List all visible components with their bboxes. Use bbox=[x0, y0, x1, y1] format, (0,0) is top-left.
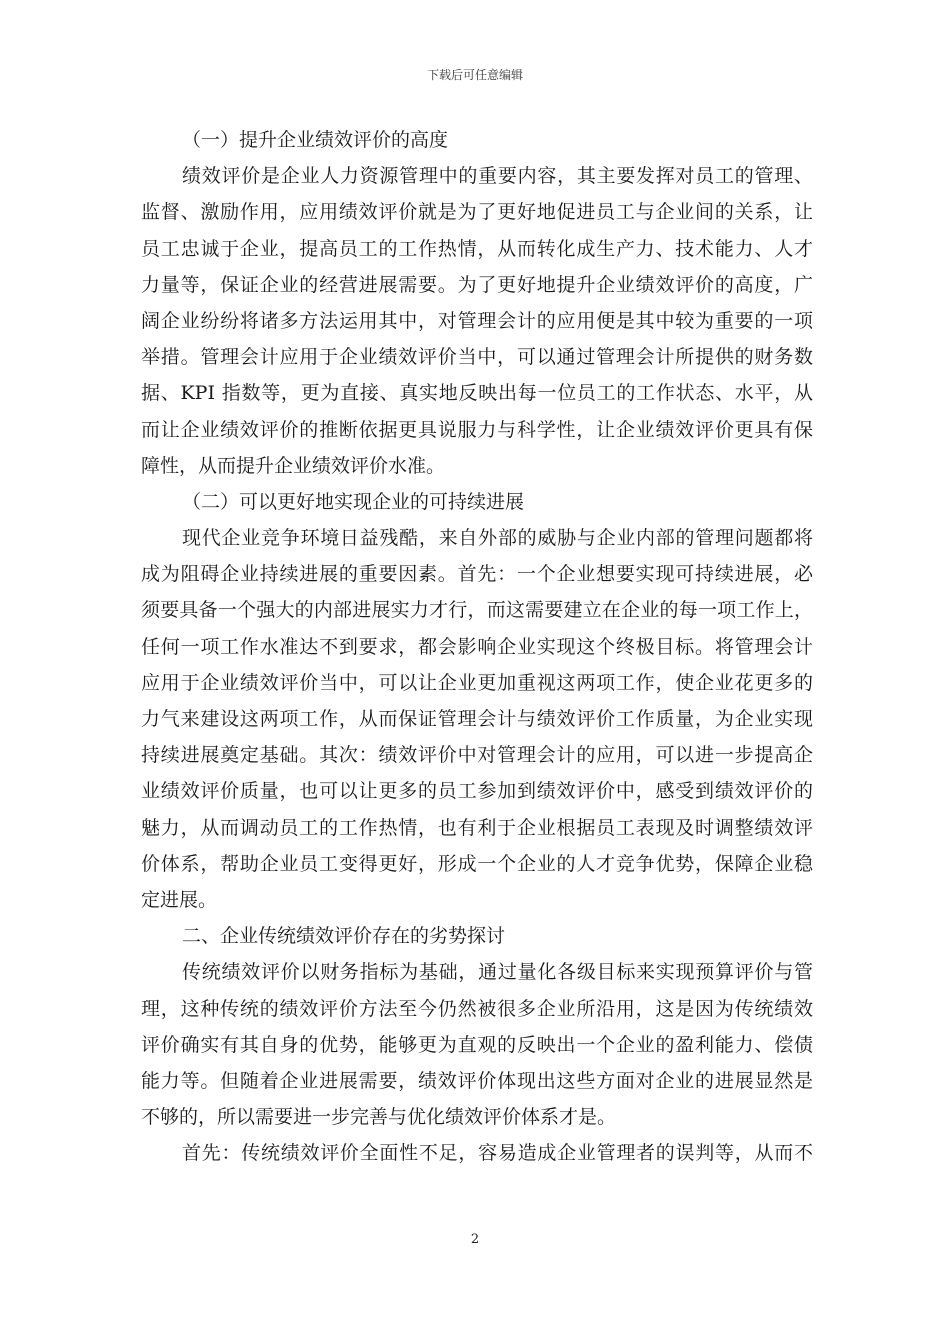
body-line: 力量等，保证企业的经营进展需要。为了更好地提升企业绩效评价的高度，广 bbox=[141, 273, 813, 296]
body-line: 而让企业绩效评价的推断依据更具说服力与科学性，让企业绩效评价更具有保 bbox=[141, 418, 813, 441]
body-line: 传统绩效评价以财务指标为基础，通过量化各级目标来实现预算评价与管 bbox=[182, 961, 813, 984]
section-heading: （一）提升企业绩效评价的高度 bbox=[182, 129, 449, 151]
body-line: 绩效评价是企业人力资源管理中的重要内容，其主要发挥对员工的管理、 bbox=[182, 165, 813, 188]
body-line: 监督、激励作用，应用绩效评价就是为了更好地促进员工与企业间的关系，让 bbox=[141, 201, 813, 224]
page-number: 2 bbox=[470, 1232, 480, 1247]
body-line: 魅力，从而调动员工的工作热情，也有利于企业根据员工表现及时调整绩效评 bbox=[141, 816, 813, 839]
body-line: 不够的，所以需要进一步完善与优化绩效评价体系才是。 bbox=[141, 1106, 617, 1129]
body-line: 应用于企业绩效评价当中，可以让企业更加重视这两项工作，使企业花更多的 bbox=[141, 671, 813, 694]
body-line: 定进展。 bbox=[141, 888, 218, 911]
body-line: 据、KPI 指数等，更为直接、真实地反映出每一位员工的工作状态、水平，从 bbox=[141, 382, 813, 405]
body-line: 业绩效评价质量，也可以让更多的员工参加到绩效评价中，感受到绩效评价的 bbox=[141, 780, 813, 803]
body-line: 价体系，帮助企业员工变得更好，形成一个企业的人才竞争优势，保障企业稳 bbox=[141, 852, 813, 875]
body-text bbox=[141, 122, 813, 1171]
body-line: 障性，从而提升企业绩效评价水准。 bbox=[141, 454, 446, 477]
body-line: 能力等。但随着企业进展需要，绩效评价体现出这些方面对企业的进展显然是 bbox=[141, 1069, 813, 1092]
body-line: 现代企业竞争环境日益残酷，来自外部的威胁与企业内部的管理问题都将 bbox=[182, 527, 813, 550]
body-line: 力气来建设这两项工作，从而保证管理会计与绩效评价工作质量，为企业实现 bbox=[141, 708, 813, 730]
body-line: 任何一项工作水准达不到要求，都会影响企业实现这个终极目标。将管理会计 bbox=[141, 635, 813, 658]
header-note: 下载后可任意编辑 bbox=[426, 68, 523, 82]
section-heading: 二、企业传统绩效评价存在的劣势探讨 bbox=[182, 925, 506, 948]
body-line: 成为阻碍企业持续进展的重要因素。首先：一个企业想要实现可持续进展，必 bbox=[141, 563, 813, 586]
body-line: 员工忠诚于企业，提高员工的工作热情，从而转化成生产力、技术能力、人才 bbox=[141, 237, 813, 260]
section-heading: （二）可以更好地实现企业的可持续进展 bbox=[182, 490, 525, 513]
body-line: 举措。管理会计应用于企业绩效评价当中，可以通过管理会计所提供的财务数 bbox=[141, 346, 813, 369]
body-line: 须要具备一个强大的内部进展实力才行，而这需要建立在企业的每一项工作上， bbox=[141, 599, 813, 622]
body-line: 首先：传统绩效评价全面性不足，容易造成企业管理者的误判等，从而不 bbox=[182, 1142, 813, 1165]
body-line: 理，这种传统的绩效评价方法至今仍然被很多企业所沿用，这是因为传统绩效 bbox=[141, 997, 813, 1020]
body-line: 评价确实有其自身的优势，能够更为直观的反映出一个企业的盈利能力、偿债 bbox=[141, 1033, 813, 1056]
body-line: 持续进展奠定基础。其次：绩效评价中对管理会计的应用，可以进一步提高企 bbox=[141, 744, 813, 767]
body-line: 阔企业纷纷将诸多方法运用其中，对管理会计的应用便是其中较为重要的一项 bbox=[141, 309, 813, 332]
